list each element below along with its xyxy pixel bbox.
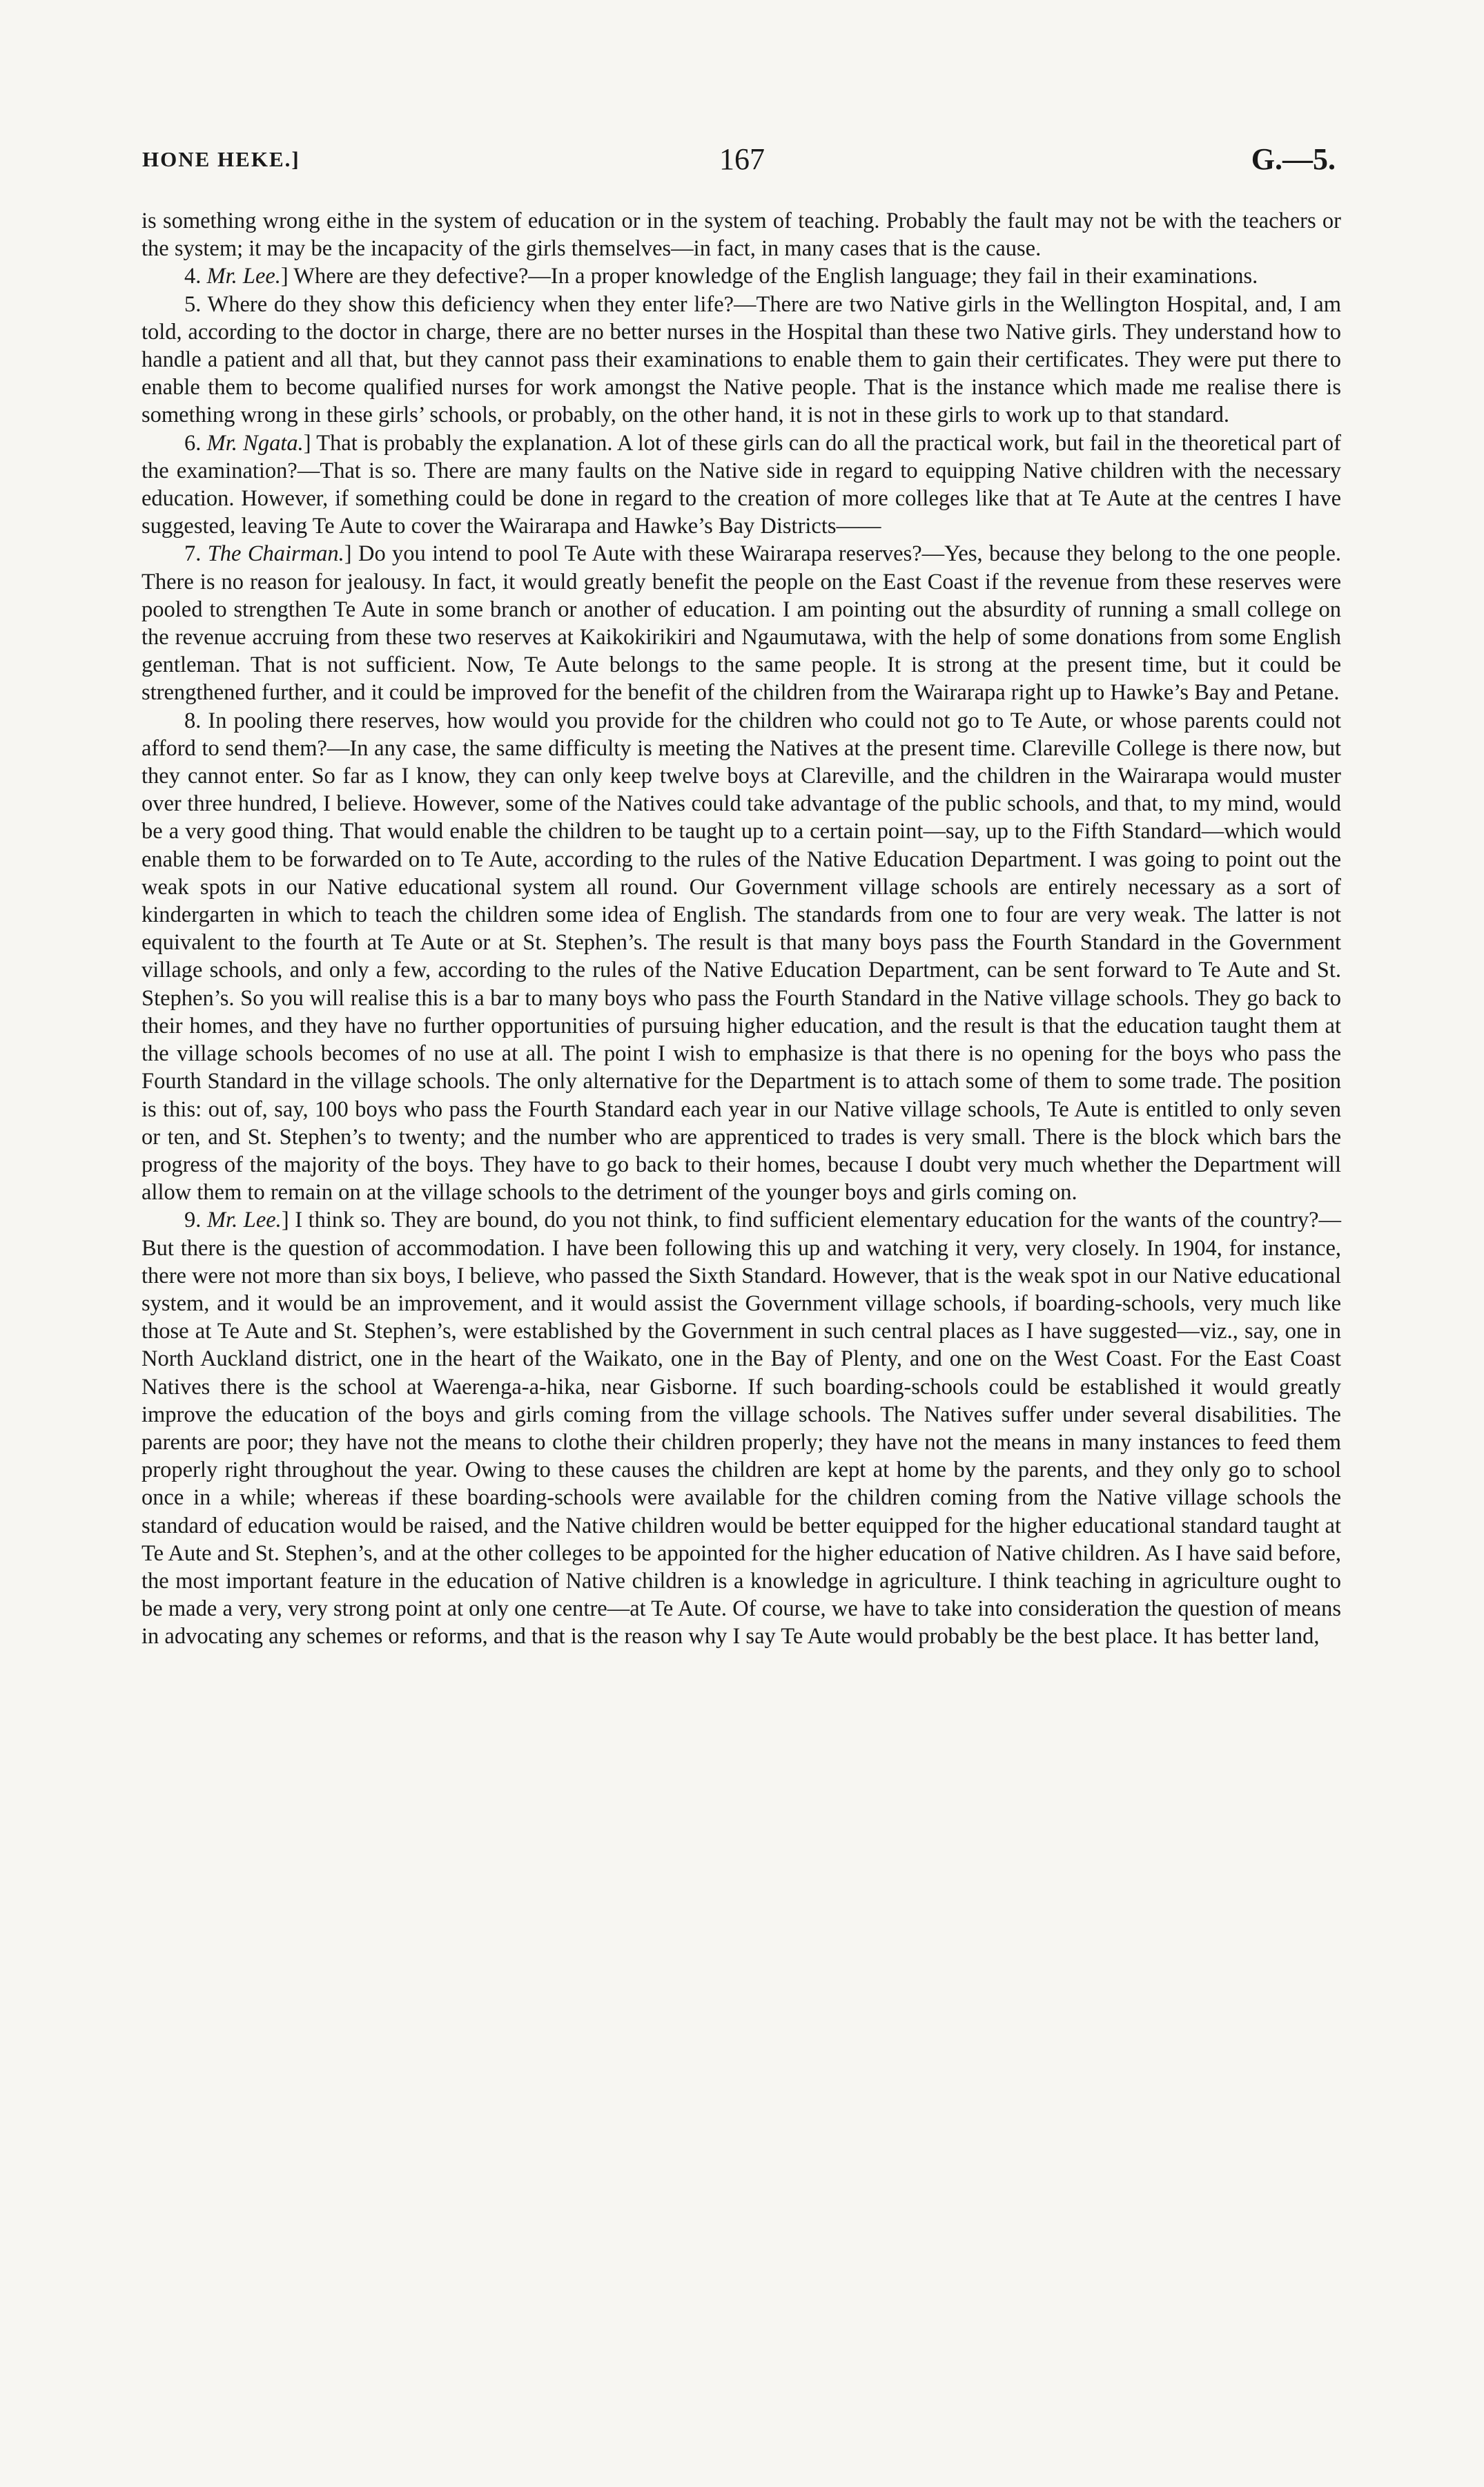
paragraph-text: is something wrong eithe in the system of education or in the system of teaching. Probably the fault may not be with the teachers or the system; it may be the incapacity of the girls themselves—in fact, in many cases that is the cause. — [141, 209, 1341, 262]
speaker-name: Mr. Lee. — [206, 1208, 282, 1233]
question-6: 6. Mr. Ngata.] That is probably the explanation. A lot of these girls can do all the practical work, but fail in the theoretical part of the examination?—That is so. There are many faults on the Native side in regard to equipping Native children with the necessary education. However, if something could be done in regard to the creation of more colleges like that at Te Aute at the centres I have suggested, leaving Te Aute to cover the Wairarapa and Hawke’s Bay Districts—— — [141, 430, 1342, 539]
paragraph-text: In pooling there reserves, how would you provide for the children who could not go to Te Aute, or whose parents could not afford to send them?—In any case, the same difficulty is meeting the Natives at the present time. Clareville College is there now, but they cannot enter. So far as I know, they can only keep twelve boys at Clareville, and the children in the Wairarapa would muster over three hundred, I believe. However, some of the Natives could take advantage of the public schools, and that, to my mind, would be a very good thing. That would enable the children to be taught up to a certain point—say, up to the Fifth Standard—which would enable them to be forwarded on to Te Aute, according to the rules of the Native Education Department. I was going to point out the weak spots in our Native educational system all round. Our Government village schools are entirely necessary as a sort of kindergarten in which to teach the children some idea of English. The standards from one to four are very weak. The latter is not equivalent to the fourth at Te Aute or at St. Stephen’s. The result is that many boys pass the Fourth Standard in the Government village schools, and only a few, according to the rules of the Native Education Department, can be sent forward to Te Aute and St. Stephen’s. So you will realise this is a bar to many boys who pass the Fourth Standard in the Native village schools. They go back to their homes, and they have no further opportunities of pursuing higher education, and the result is that the education taught them at the village schools becomes of no use at all. The point I wish to emphasize is that there is no opening for the boys who pass the Fourth Standard in the village schools. The only alternative for the Department is to attach some of them to some trade. The position is this: out of, say, 100 boys who pass the Fourth Standard each year in our Native village schools, Te Aute is entitled to only seven or ten, and St. Stephen’s to twenty; and the number who are apprenticed to trades is very small. There is the block which bars the progress of the majority of the boys. They have to go back to their homes, because I doubt very much whether the Department will allow them to remain on at the village schools to the detriment of the younger boys and girls coming on. — [141, 708, 1341, 1206]
question-number: 6. — [184, 430, 202, 456]
question-7: 7. The Chairman.] Do you intend to pool Te Aute with these Wairarapa reserves?—Yes, because they belong to the one people. There is no reason for jealousy. In fact, it would greatly benefit the people on the East Coast if the revenue from these reserves were pooled to strengthen Te Aute in some branch or another of education. I am pointing out the absurdity of running a small college on the revenue accruing from these two reserves at Kaikokirikiri and Ngaumutawa, with the help of some donations from some English gentleman. That is not sufficient. Now, Te Aute belongs to the same people. It is strong at the present time, but it could be strengthened further, and it could be improved for the benefit of the children from the Wairarapa right up to Hawke’s Bay and Petane. — [141, 541, 1342, 706]
running-head-speaker: HONE HEKE.] — [142, 147, 300, 171]
page-number: 167 — [719, 142, 765, 176]
paragraph-text: Where are they defective?—In a proper knowledge of the English language; they fail in their examinations. — [293, 264, 1258, 289]
question-5 — [141, 291, 1341, 429]
question-8 — [141, 707, 1341, 1207]
speaker-name: Mr. Ngata. — [206, 430, 304, 456]
paragraph-text: Do you intend to pool Te Aute with these Wairarapa reserves?—Yes, because they belong to the one people. There is no reason for jealousy. In fact, it would greatly benefit the people on the East Coast if the revenue from these reserves were pooled to strengthen Te Aute in some branch or another of education. I am pointing out the absurdity of running a small college on the revenue accruing from these two reserves at Kaikokirikiri and Ngaumutawa, with the help of some donations from some English gentleman. That is not sufficient. Now, Te Aute belongs to the same people. It is strong at the present time, but it could be strengthened further, and it could be improved for the benefit of the children from the Wairarapa right up to Hawke’s Bay and Petane. — [141, 541, 1342, 706]
speaker-name: The Chairman. — [207, 541, 344, 567]
question-number: 5. — [184, 291, 202, 317]
question-9: 9. Mr. Lee.] I think so. They are bound, do you not think, to find sufficient elementary education for the wants of the country?—But there is the question of accommodation. I have been following this up and watching it very, very closely. In 1904, for instance, there were not more than six boys, I believe, who passed the Sixth Standard. However, that is the weak spot in our Native educational system, and it would be an improvement, and it would assist the Government village schools, if boarding-schools, very much like those at Te Aute and St. Stephen’s, were established by the Government in such central places as I have suggested—viz., say, one in North Auckland district, one in the heart of the Waikato, one in the Bay of Plenty, and one on the West Coast. For the East Coast Natives there is the school at Waerenga-a-hika, near Gisborne. If such boarding-schools could be established it would greatly improve the education of the boys and girls coming from the village schools. The Natives suffer under several disabilities. The parents are poor; they have not the means to clothe their children properly; they have not the means in many instances to feed them properly right throughout the year. Owing to these causes the children are kept at home by the parents, and they only go to school once in a while; whereas if these boarding-schools were available for the children coming from the Native village schools the standard of education would be raised, and the Native children would be better equipped for the higher educational standard taught at Te Aute and St. Stephen’s, and at the other colleges to be appointed for the higher education of Native children. As I have said before, the most important feature in the education of Native children is a knowledge in agriculture. I think teaching in agriculture ought to be made a very, very strong point at only one centre—at Te Aute. Of course, we have to take into consideration the question of means in advocating any schemes or reforms, and that is the reason why I say Te Aute would probably be the best place. It has better land, — [141, 1208, 1342, 1649]
document-reference: G.—5. — [1251, 142, 1336, 176]
question-number: 4. — [184, 264, 202, 289]
speaker-name: Mr. Lee. — [206, 264, 281, 289]
evidence-text — [141, 207, 1341, 1651]
question-number: 7. — [184, 541, 202, 567]
paragraph-continuation — [141, 207, 1341, 262]
page-header — [131, 142, 1336, 183]
question-4: 4. Mr. Lee.] Where are they defective?—In a proper knowledge of the English language; they fail in their examinations. — [184, 264, 1258, 289]
paragraph-text: I think so. They are bound, do you not think, to find sufficient elementary education for the wants of the country?—But there is the question of accommodation. I have been following this up and watching it very, very closely. In 1904, for instance, there were not more than six boys, I believe, who passed the Sixth Standard. However, that is the weak spot in our Native educational system, and it would be an improvement, and it would assist the Government village schools, if boarding-schools, very much like those at Te Aute and St. Stephen’s, were established by the Government in such central places as I have suggested—viz., say, one in North Auckland district, one in the heart of the Waikato, one in the Bay of Plenty, and one on the West Coast. For the East Coast Natives there is the school at Waerenga-a-hika, near Gisborne. If such boarding-schools could be established it would greatly improve the education of the boys and girls coming from the village schools. The Natives suffer under several disabilities. The parents are poor; they have not the means to clothe their children properly; they have not the means in many instances to feed them properly right throughout the year. Owing to these causes the children are kept at home by the parents, and they only go to school once in a while; whereas if these boarding-schools were available for the children coming from the Native village schools the standard of education would be raised, and the Native children would be better equipped for the higher educational standard taught at Te Aute and St. Stephen’s, and at the other colleges to be appointed for the higher education of Native children. As I have said before, the most important feature in the education of Native children is a knowledge in agriculture. I think teaching in agriculture ought to be made a very, very strong point at only one centre—at Te Aute. Of course, we have to take into consideration the question of means in advocating any schemes or reforms, and that is the reason why I say Te Aute would probably be the best place. It has better land, — [141, 1208, 1342, 1649]
question-number: 8. — [184, 708, 202, 733]
paragraph-text: Where do they show this deficiency when they enter life?—There are two Native girls in the Wellington Hospital, and, I am told, according to the doctor in charge, there are no better nurses in the Hospital than these two Native girls. They understand how to handle a patient and all that, but they cannot pass their examinations to enable them to gain their certificates. They were put there to enable them to become qualified nurses for work amongst the Native people. That is the instance which made me realise there is something wrong in these girls’ schools, or probably, on the other hand, it is not in these girls to work up to that standard. — [141, 291, 1341, 428]
paragraph-text: That is probably the explanation. A lot of these girls can do all the practical work, but fail in the theoretical part of the examination?—That is so. There are many faults on the Native side in regard to equipping Native children with the necessary education. However, if something could be done in regard to the creation of more colleges like that at Te Aute at the centres I have suggested, leaving Te Aute to cover the Wairarapa and Hawke’s Bay Districts—— — [141, 430, 1342, 539]
question-number: 9. — [184, 1208, 202, 1233]
